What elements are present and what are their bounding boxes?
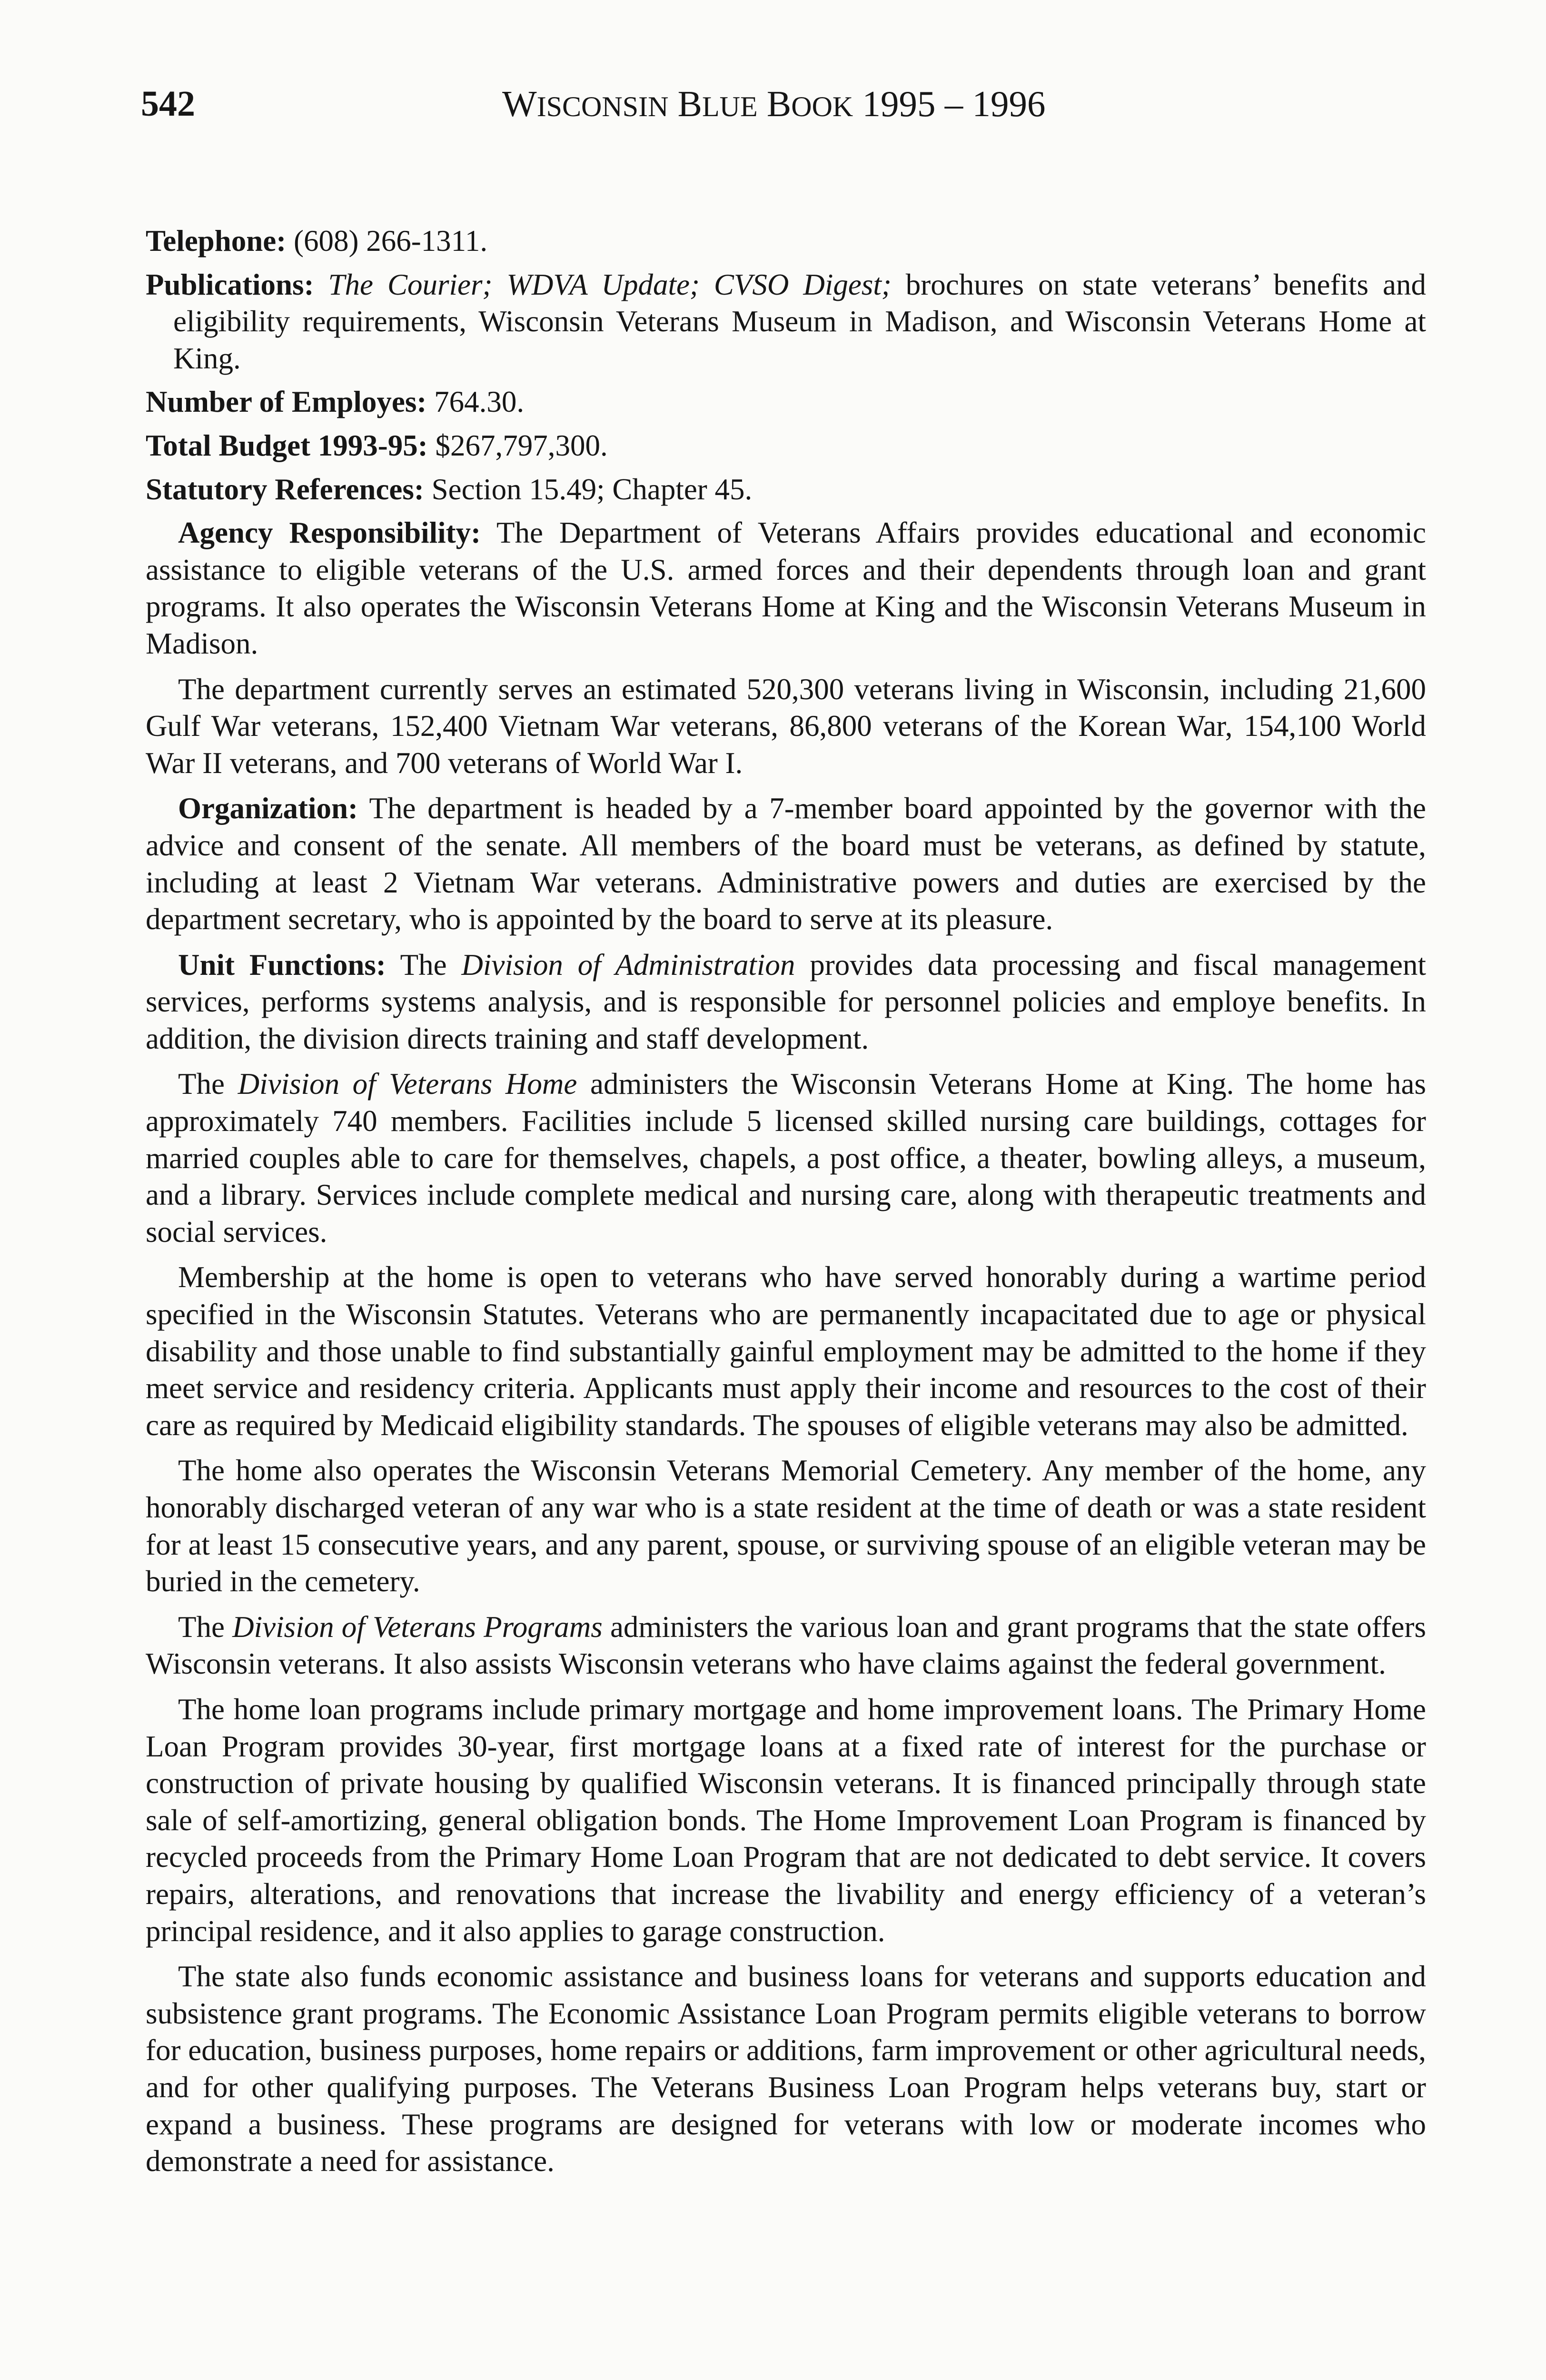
employes-entry — [146, 384, 1426, 421]
membership-paragraph: Membership at the home is open to veterans who have served honorably during a wartime period specified in the Wisconsin Statutes. Veterans who are permanently incapacitated due to age or physical disability and those unable to find substantially gainful employment may be admitted to the home if they meet service and residency criteria. Applicants must apply their income and resources to the cost of their care as required by Medicaid eligibility standards. The spouses of eligible veterans may also be admitted. — [146, 1260, 1426, 1442]
unit-functions-paragraph — [146, 947, 1426, 1058]
statutory-entry — [146, 471, 1426, 508]
running-head — [0, 80, 1546, 128]
organization-paragraph — [146, 790, 1426, 938]
book-title-text: WISCONSIN BLUE BOOK 1995 – 1996 — [502, 83, 1046, 124]
telephone-label: Telephone: — [146, 224, 287, 258]
statutory-value: Section 15.49; Chapter 45. — [424, 472, 753, 506]
veterans-served-paragraph: The department currently serves an estimated 520,300 veterans living in Wisconsin, including 21,600 Gulf War veterans, 152,400 Vietnam War veterans, 86,800 veterans of the Korean War, 154,100 World War II veterans, and 700 veterans of World War I. — [146, 672, 1426, 780]
veterans-programs-pre: The — [178, 1610, 233, 1644]
unit-functions-pre: The — [386, 948, 462, 982]
division-administration-name: Division of Administration — [461, 948, 795, 982]
veterans-home-pre: The — [178, 1067, 238, 1101]
veterans-home-paragraph — [146, 1066, 1426, 1250]
publications-titles: The Courier; WDVA Update; CVSO Digest; — [328, 268, 892, 301]
employes-label: Number of Employes: — [146, 385, 427, 419]
cemetery-paragraph: The home also operates the Wisconsin Veterans Memorial Cemetery. Any member of the home, any honorably discharged veteran of any war who is a state resident at the time of death or was a state resident for at least 15 consecutive years, and any parent, spouse, or surviving spouse of an eligible veteran may be buried in the cemetery. — [146, 1454, 1426, 1598]
home-loans-paragraph: The home loan programs include primary mortgage and home improvement loans. The Primary Home Loan Program provides 30-year, first mortgage loans at a fixed rate of interest for the purchase or construction of private housing by qualified Wisconsin veterans. It is financed principally through state sale of self-amortizing, general obligation bonds. The Home Improvement Loan Program is financed by recycled proceeds from the Primary Home Loan Program that are not dedicated to debt service. It covers repairs, alterations, and renovations that increase the livability and energy efficiency of a veteran’s principal residence, and it also applies to garage construction. — [146, 1692, 1426, 1948]
publications-value: brochures on state veterans’ benefits and eligibility requirements, Wisconsin Veterans Museum in Madison, and Wisconsin Veterans Home at King. — [173, 268, 1426, 375]
veterans-home-text: administers the Wisconsin Veterans Home at King. The home has approximately 740 members. Facilities include 5 licensed skilled nursing care buildings, cottages for married couples able to care for themselves, chapels, a post office, a theater, bowling alleys, a museum, and a library. Services include complete medical and nursing care, along with therapeutic treatments and social services. — [146, 1067, 1426, 1249]
budget-entry — [146, 427, 1426, 465]
budget-value: $267,797,300. — [427, 428, 608, 462]
unit-functions-label: Unit Functions: — [178, 948, 386, 982]
statutory-label: Statutory References: — [146, 472, 424, 506]
economic-assistance-paragraph: The state also funds economic assistance and business loans for veterans and supports education and subsistence grant programs. The Economic Assistance Loan Program permits eligible veterans to borrow for education, business purposes, home repairs or additions, farm improvement or other agricultural needs, and for other qualifying purposes. The Veterans Business Loan Program helps veterans buy, start or expand a business. These programs are designed for veterans with low or moderate incomes who demonstrate a need for assistance. — [146, 1960, 1426, 2178]
page-number: 542 — [141, 84, 195, 124]
organization-text: The department is headed by a 7-member board appointed by the governor with the advice and consent of the senate. All members of the board must be veterans, as defined by statute, including at least 2 Vietnam War veterans. Administrative powers and duties are exercised by the department secretary, who is appointed by the board to serve at its pleasure. — [146, 792, 1426, 936]
agency-responsibility-paragraph — [146, 515, 1426, 662]
employes-value: 764.30. — [426, 385, 525, 419]
veterans-programs-paragraph — [146, 1609, 1426, 1683]
division-veterans-home-name: Division of Veterans Home — [238, 1067, 577, 1101]
division-veterans-programs-name: Division of Veterans Programs — [232, 1610, 603, 1644]
telephone-entry — [146, 223, 1426, 260]
telephone-value: (608) 266-1311. — [286, 224, 488, 258]
budget-label: Total Budget 1993-95: — [146, 428, 428, 462]
unit-functions-text: provides data processing and fiscal management services, performs systems analysis, and is responsible for personnel policies and employe benefits. In addition, the division directs training and staff development. — [146, 948, 1426, 1055]
veterans-programs-text: administers the various loan and grant programs that the state offers Wisconsin veterans. It also assists Wisconsin veterans who have claims against the federal government. — [146, 1610, 1426, 1681]
article-body — [146, 223, 1426, 2189]
agency-responsibility-label: Agency Responsibility: — [178, 516, 481, 550]
publications-entry — [146, 267, 1426, 377]
publications-label: Publications: — [146, 268, 314, 301]
book-title — [502, 80, 1046, 130]
organization-label: Organization: — [178, 792, 358, 825]
agency-responsibility-text: The Department of Veterans Affairs provides educational and economic assistance to eligible veterans of the U.S. armed forces and their dependents through loan and grant programs. It also operates the Wisconsin Veterans Home at King and the Wisconsin Veterans Museum in Madison. — [146, 516, 1426, 660]
